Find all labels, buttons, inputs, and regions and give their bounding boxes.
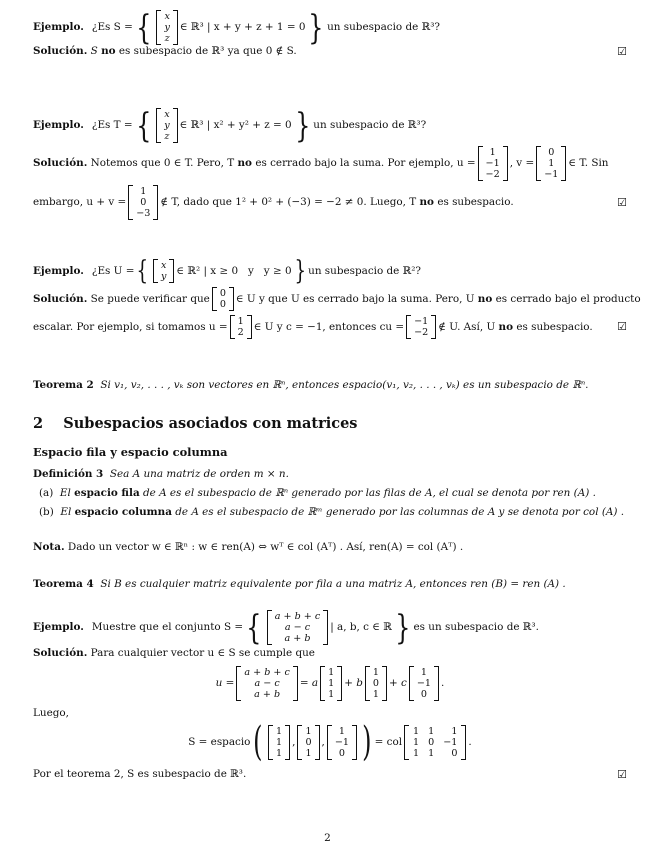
theorem-text: Si v₁, v₂, . . . , vₖ son vectores en ℝⁿ, entonces espacio(v₁, v₂, . . . , vₖ) es un subespacio de ℝⁿ. [100,379,589,391]
example-3-solution-line-1 [33,287,641,311]
solution-bold: no [498,320,514,333]
question-start: Muestre que el conjunto S = [91,621,244,633]
set-condition: ∈ ℝ² | x ≥ 0 y y ≥ 0 [176,264,292,277]
eq-text: = col [374,735,403,748]
span-equation: S = espacio ( 1 1 1 , 1 0 1 , 1 −1 0 ) = col 1 1 1 1 0 −1 1 1 0 . [188,719,472,765]
vector-xy: x y [153,259,174,283]
section-number: 2 [33,415,44,432]
example-3-statement [33,258,627,284]
solution-text: es cerrado bajo la suma. Por ejemplo, u = [255,157,476,169]
question-start: ¿Es T = [91,119,133,131]
zero-vector: 0 0 [212,287,234,311]
theorem-2 [33,379,627,392]
section-title: Subespacios asociados con matrices [63,415,358,432]
solution-text: es subespacio. [437,196,514,208]
question-start: ¿Es S = [91,21,133,33]
question-end: un subespacio de ℝ³? [313,119,427,131]
example-2-solution-line-1 [33,146,627,181]
item-marker: (a) [39,487,54,499]
vector-abc: a + b + c a − c a + b [267,610,329,645]
theorem-text: Si B es cualquier matriz equivalente por fila a una matriz A, entonces ren (B) = ren (A) . [100,578,566,590]
example-label: Ejemplo. [33,621,84,633]
item-text: de A es el subespacio de ℝⁿ generado por las filas de A, el cual se denota por ren (A) . [142,487,596,499]
example-1-solution [33,45,627,58]
solution-text: Se puede verificar que [90,292,210,305]
section-heading [33,415,357,432]
eq-text: = a [299,677,319,689]
vector-u: 1 −1 −2 [478,146,508,181]
vector-xyz: x y z [156,108,177,143]
matrix-3x3: 1 1 1 1 0 −1 1 1 0 [404,725,466,760]
subsection-heading: Espacio fila y espacio columna [33,445,228,459]
solution-label: Solución. [33,647,88,659]
vector-ones: 1 1 1 [320,666,342,701]
vector-v: 0 1 −1 [536,146,566,181]
solution-bold: no [237,157,252,169]
solution-bold: no [477,292,493,305]
solution-text: ∈ U y que U es cerrado bajo la suma. Pero, U [235,292,475,305]
note-label: Nota. [33,541,65,553]
vector-xyz: x y z [156,10,177,45]
set-builder: { x y z ∈ ℝ³ | x + y + z + 1 = 0 } [136,7,324,48]
solution-text: ∈ T. Sin [568,157,609,169]
eq-text: . [441,677,445,689]
luego: Luego, [33,707,69,719]
theorem-4 [33,578,627,591]
solution-label: Solución. [33,45,88,57]
decomposition-equation [33,666,627,701]
eq-text: + c [389,677,407,689]
vector-u: a + b + c a − c a + b [236,666,298,701]
example-2-solution-line-2 [33,185,627,220]
solution-text: ∈ U y c = −1, entonces cu = [253,320,405,333]
theorem-label: Teorema 4 [33,578,94,590]
vector-u: 1 2 [230,315,252,339]
example-label: Ejemplo. [33,264,84,277]
eq-text: + b [344,677,363,689]
item-marker: (b) [39,506,54,518]
vector-cu: −1 −2 [406,315,436,339]
eq-text: u = [215,677,235,689]
eq-text: S = espacio [188,735,251,748]
definition-label: Definición 3 [33,468,104,480]
question-end: un subespacio de ℝ²? [308,264,421,277]
solution-text: embargo, u + v = [33,196,127,208]
example-4-conclusion [33,768,627,781]
qed-checkbox-icon: ☑ [617,195,627,209]
item-term: espacio fila [74,487,140,499]
solution-text: es cerrado bajo el producto [495,292,641,305]
set-builder: { x y ∈ ℝ² | x ≥ 0 y y ≥ 0 } [136,256,306,286]
item-text: El [60,506,72,518]
solution-text: ∉ T, dado que 1² + 0² + (−3) = −2 ≠ 0. Luego, T [160,196,417,208]
solution-bold: no [419,196,434,208]
example-2 [33,105,627,220]
example-1 [33,7,627,58]
qed-checkbox-icon: ☑ [617,767,627,781]
solution-text: , v = [509,157,535,169]
question-end: un subespacio de ℝ³? [327,21,440,33]
example-2-statement [33,105,627,146]
definition-item-a [33,487,627,500]
theorem-label: Teorema 2 [33,379,94,391]
item-text: El [59,487,71,499]
qed-checkbox-icon: ☑ [617,320,627,334]
example-4-statement [33,607,627,648]
example-3-solution-line-2 [33,315,627,339]
set-condition: ∈ ℝ³ | x² + y² + z = 0 [179,119,292,131]
definition-text: Sea A una matriz de orden m × n. [109,468,289,480]
example-3 [33,256,641,339]
solution-label: Solución. [33,157,88,169]
definition-item-b [33,506,627,519]
solution-text: es subespacio. [516,320,593,333]
set-condition: ∈ ℝ³ | x + y + z + 1 = 0 [179,21,306,33]
solution-text: es subespacio de ℝ³ ya que 0 ∉ S. [118,45,297,57]
note-text: Dado un vector w ∈ ℝⁿ : w ∈ ren(A) ⇔ wᵀ ∈ col (Aᵀ) . Así, ren(A) = col (Aᵀ) . [67,541,464,553]
solution-text: Para cualquier vector u ∈ S se cumple que [90,647,315,659]
example-label: Ejemplo. [33,21,84,33]
solution-label: Solución. [33,292,88,305]
example-label: Ejemplo. [33,119,84,131]
example-4 [33,607,627,781]
solution-text: Notemos que 0 ∈ T. Pero, T [90,157,235,169]
vector-e13: 1 0 1 [297,725,319,760]
vector-mneg: 1 −1 0 [327,725,357,760]
definition-3 [33,468,627,519]
note [33,541,627,554]
conclusion-text: Por el teorema 2, S es subespacio de ℝ³. [33,768,247,780]
example-1-statement [33,7,627,48]
question-start: ¿Es U = [91,264,135,277]
set-builder: { x y z ∈ ℝ³ | x² + y² + z = 0 } [135,105,311,146]
set-builder: { a + b + c a − c a + b | a, b, c ∈ ℝ } [246,607,411,648]
page-number: 2 [324,832,331,844]
solution-bold: no [101,45,116,57]
item-term: espacio columna [74,506,172,518]
solution-text: escalar. Por ejemplo, si tomamos u = [33,320,228,333]
vector-mneg: 1 −1 0 [409,666,439,701]
set-condition: | a, b, c ∈ ℝ [330,621,392,633]
vector-ones: 1 1 1 [268,725,290,760]
vector-u-plus-v: 1 0 −3 [128,185,158,220]
solution-text: ∉ U. Así, U [438,320,496,333]
question-end: es un subespacio de ℝ³. [413,621,539,633]
vector-e13: 1 0 1 [365,666,387,701]
solution-text: S [90,45,98,57]
eq-text: . [468,735,472,748]
qed-checkbox-icon: ☑ [617,44,627,58]
example-4-solution [33,647,627,660]
item-text: de A es el subespacio de ℝᵐ generado por las columnas de A y se denota por col (A) . [175,506,625,518]
